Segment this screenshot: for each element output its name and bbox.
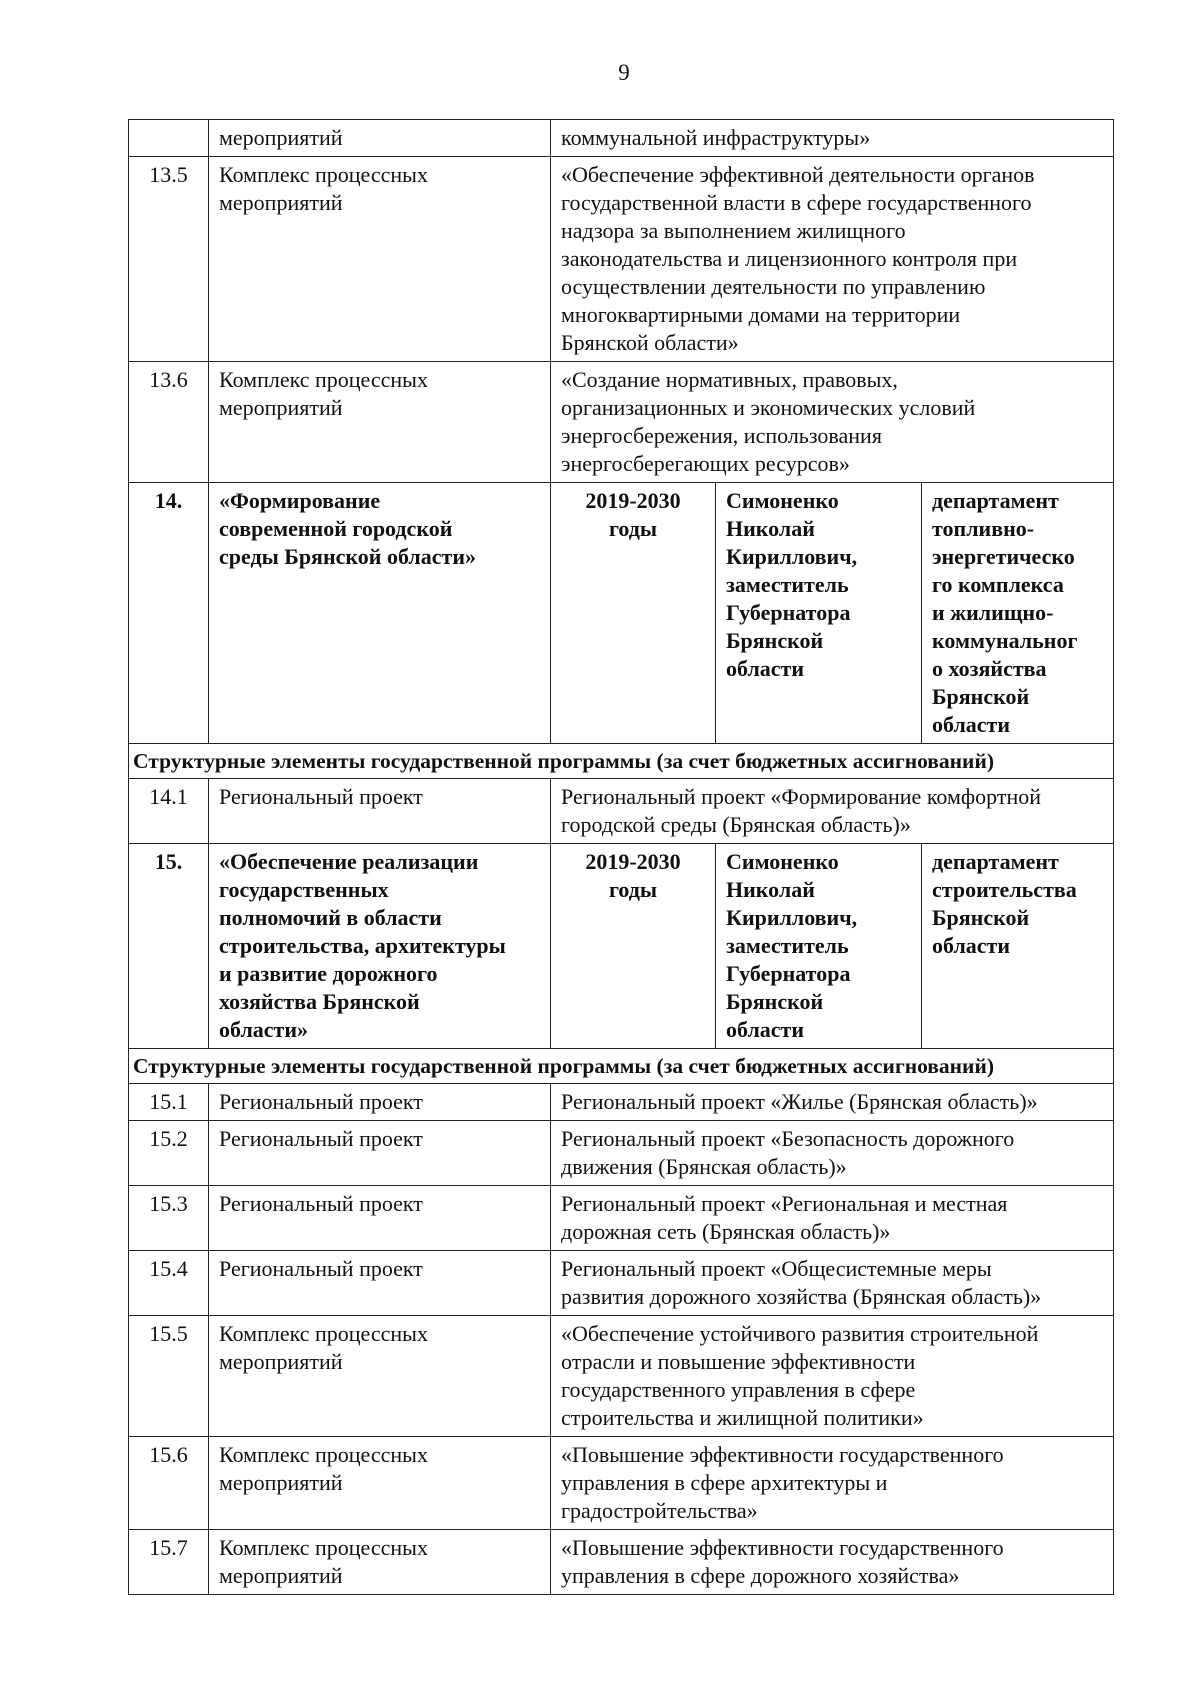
cell-text-line: Комплекс процессных (219, 367, 428, 392)
cell-text-line: 15.6 (149, 1442, 188, 1467)
program-number (129, 844, 209, 1049)
program-years (551, 844, 716, 1049)
cell-text-line: дорожная сеть (Брянская область)» (561, 1219, 891, 1244)
cell-text-line: развития дорожного хозяйства (Брянская область)» (561, 1284, 1042, 1309)
element-name (551, 779, 1114, 844)
cell-text-line: городской среды (Брянская область)» (561, 812, 911, 837)
cell-text-line: энергосбережения, использования (561, 423, 882, 448)
cell-text-line: 15. (154, 849, 183, 874)
element-name (551, 1316, 1114, 1437)
cell-text-line: годы (608, 877, 658, 902)
cell-text-line: энергетическо (932, 544, 1075, 569)
cell-text-line: Брянской (726, 989, 824, 1014)
row-number (129, 1316, 209, 1437)
element-name (551, 1084, 1114, 1121)
row-number (129, 1437, 209, 1530)
cell-text-line: управления в сфере дорожного хозяйства» (561, 1563, 960, 1588)
cell-text-line: государственного управления в сфере (561, 1377, 916, 1402)
cell-text-line: го комплекса (932, 572, 1064, 597)
cell-text-line: полномочий в области (219, 905, 442, 930)
cell-text-line: градостройтельства» (561, 1498, 758, 1523)
page-number: 9 (618, 60, 630, 85)
element-kind (209, 779, 551, 844)
program-table-body (129, 120, 1114, 1595)
cell-text-line: Региональный проект (219, 1191, 423, 1216)
table-row (129, 1251, 1114, 1316)
cell-text-line: Брянской (726, 628, 824, 653)
section-title (129, 744, 1114, 779)
table-row (129, 1437, 1114, 1530)
element-kind (209, 1437, 551, 1530)
cell-text-line: департамент (932, 488, 1059, 513)
element-kind (209, 1530, 551, 1595)
cell-text-line: и развитие дорожного (219, 961, 438, 986)
cell-text-line: среды Брянской области» (219, 544, 477, 569)
cell-text-line: Региональный проект (219, 784, 423, 809)
program-department (922, 844, 1114, 1049)
element-name (551, 1121, 1114, 1186)
cell-text-line: осуществлении деятельности по управлению (561, 274, 986, 299)
cell-text-line: Региональный проект «Безопасность дорожного (561, 1126, 1015, 1151)
cell-text-line: мероприятий (219, 1563, 343, 1588)
cell-text-line: области» (219, 1017, 309, 1042)
cell-text-line: заместитель (726, 933, 849, 958)
cell-text-line: мероприятий (219, 395, 343, 420)
element-kind (209, 362, 551, 483)
cell-text-line: современной городской (219, 516, 453, 541)
cell-text-line: Кириллович, (726, 544, 858, 569)
element-name (551, 1251, 1114, 1316)
cell-text-line: области (726, 1017, 805, 1042)
cell-text-line: строительства и жилищной политики» (561, 1405, 924, 1430)
cell-text-line: государственной власти в сфере государственного (561, 190, 1032, 215)
element-name (551, 1530, 1114, 1595)
element-kind (209, 120, 551, 157)
cell-text-line: 15.1 (149, 1089, 188, 1114)
cell-text-line: «Повышение эффективности государственного (561, 1535, 1004, 1560)
program-title (209, 844, 551, 1049)
cell-text-line: Брянской области» (561, 330, 739, 355)
cell-text-line: 13.6 (149, 367, 188, 392)
cell-text-line: Региональный проект «Жилье (Брянская область)» (561, 1089, 1038, 1114)
cell-text-line: 15.7 (149, 1535, 188, 1560)
cell-text-line: мероприятий (219, 1470, 343, 1495)
cell-text-line: мероприятий (219, 125, 343, 150)
element-kind (209, 1251, 551, 1316)
program-curator (716, 483, 922, 744)
cell-text-line: законодательства и лицензионного контроля при (561, 246, 1018, 271)
element-kind (209, 157, 551, 362)
element-name (551, 157, 1114, 362)
row-number (129, 779, 209, 844)
table-row (129, 1084, 1114, 1121)
table-row (129, 362, 1114, 483)
cell-text-line: 15.3 (149, 1191, 188, 1216)
cell-text-line: коммунальног (932, 628, 1078, 653)
cell-text-line: «Обеспечение устойчивого развития строительной (561, 1321, 1039, 1346)
program-row (129, 844, 1114, 1049)
cell-text-line: Комплекс процессных (219, 1321, 428, 1346)
cell-text-line: и жилищно- (932, 600, 1054, 625)
row-number (129, 362, 209, 483)
program-curator (716, 844, 922, 1049)
program-years (551, 483, 716, 744)
cell-text-line: Региональный проект (219, 1126, 423, 1151)
section-header-row (129, 744, 1114, 779)
cell-text-line: Губернатора (726, 600, 851, 625)
cell-text-line: строительства (932, 877, 1077, 902)
program-number (129, 483, 209, 744)
cell-text-line: Региональный проект «Общесистемные меры (561, 1256, 992, 1281)
cell-text-line: Симоненко (726, 488, 839, 513)
element-kind (209, 1186, 551, 1251)
cell-text-line: 14.1 (149, 784, 188, 809)
row-number (129, 1186, 209, 1251)
cell-text-line: мероприятий (219, 1349, 343, 1374)
row-number (129, 1530, 209, 1595)
cell-text-line: 14. (154, 488, 183, 513)
cell-text-line: «Формирование (219, 488, 381, 513)
section-header-row (129, 1049, 1114, 1084)
element-name (551, 1437, 1114, 1530)
cell-text-line: 15.2 (149, 1126, 188, 1151)
cell-text-line: отрасли и повышение эффективности (561, 1349, 916, 1374)
cell-text-line: Брянской (932, 905, 1030, 930)
cell-text-line: энергосберегающих ресурсов» (561, 451, 850, 476)
row-number (129, 1084, 209, 1121)
cell-text-line: управления в сфере архитектуры и (561, 1470, 888, 1495)
cell-text-line: коммунальной инфраструктуры» (561, 125, 871, 150)
program-row (129, 483, 1114, 744)
table-row (129, 1121, 1114, 1186)
cell-text-line: «Создание нормативных, правовых, (561, 367, 898, 392)
cell-text-line: «Обеспечение эффективной деятельности органов (561, 162, 1035, 187)
cell-text-line: Региональный проект (219, 1089, 423, 1114)
element-name (551, 1186, 1114, 1251)
cell-text-line: 2019-2030 (585, 849, 681, 874)
cell-text-line: области (726, 656, 805, 681)
cell-text-line: многоквартирными домами на территории (561, 302, 961, 327)
cell-text-line: организационных и экономических условий (561, 395, 976, 420)
cell-text-line: надзора за выполнением жилищного (561, 218, 906, 243)
cell-text-line: Николай (726, 877, 815, 902)
cell-text-line: движения (Брянская область)» (561, 1154, 847, 1179)
cell-text-line: Николай (726, 516, 815, 541)
cell-text-line: 2019-2030 (585, 488, 681, 513)
cell-text-line: Комплекс процессных (219, 162, 428, 187)
cell-text-line: Региональный проект «Региональная и местная (561, 1191, 1008, 1216)
cell-text-line: «Повышение эффективности государственного (561, 1442, 1004, 1467)
table-row (129, 1316, 1114, 1437)
cell-text-line: Симоненко (726, 849, 839, 874)
cell-text-line: «Обеспечение реализации (219, 849, 479, 874)
section-title (129, 1049, 1114, 1084)
table-row (129, 157, 1114, 362)
cell-text-line: мероприятий (219, 190, 343, 215)
cell-text-line: Региональный проект «Формирование комфортной (561, 784, 1042, 809)
program-table (128, 119, 1114, 1595)
cell-text-line: Кириллович, (726, 905, 858, 930)
cell-text-line: области (932, 712, 1011, 737)
row-number (129, 1121, 209, 1186)
cell-text-line: Структурные элементы государственной программы (за счет бюджетных ассигнований) (133, 1054, 994, 1078)
element-name (551, 120, 1114, 157)
table-row (129, 779, 1114, 844)
cell-text-line: заместитель (726, 572, 849, 597)
cell-text-line: Региональный проект (219, 1256, 423, 1281)
cell-text-line: 13.5 (149, 162, 188, 187)
cell-text-line: Структурные элементы государственной программы (за счет бюджетных ассигнований) (133, 749, 994, 773)
cell-text-line: 15.5 (149, 1321, 188, 1346)
cell-text-line: о хозяйства (932, 656, 1047, 681)
row-number (129, 1251, 209, 1316)
row-number (129, 157, 209, 362)
program-department (922, 483, 1114, 744)
table-row (129, 1186, 1114, 1251)
cell-text-line: департамент (932, 849, 1059, 874)
table-row (129, 120, 1114, 157)
cell-text-line: топливно- (932, 516, 1035, 541)
cell-text-line: хозяйства Брянской (219, 989, 420, 1014)
cell-text-line: годы (608, 516, 658, 541)
cell-text-line: Комплекс процессных (219, 1535, 428, 1560)
table-row (129, 1530, 1114, 1595)
cell-text-line: государственных (219, 877, 389, 902)
cell-text-line: Комплекс процессных (219, 1442, 428, 1467)
row-number (129, 120, 209, 157)
element-kind (209, 1084, 551, 1121)
cell-text-line: строительства, архитектуры (219, 933, 506, 958)
cell-text-line: Брянской (932, 684, 1030, 709)
program-title (209, 483, 551, 744)
element-name (551, 362, 1114, 483)
element-kind (209, 1121, 551, 1186)
element-kind (209, 1316, 551, 1437)
cell-text-line: Губернатора (726, 961, 851, 986)
cell-text-line: области (932, 933, 1011, 958)
cell-text-line: 15.4 (149, 1256, 188, 1281)
